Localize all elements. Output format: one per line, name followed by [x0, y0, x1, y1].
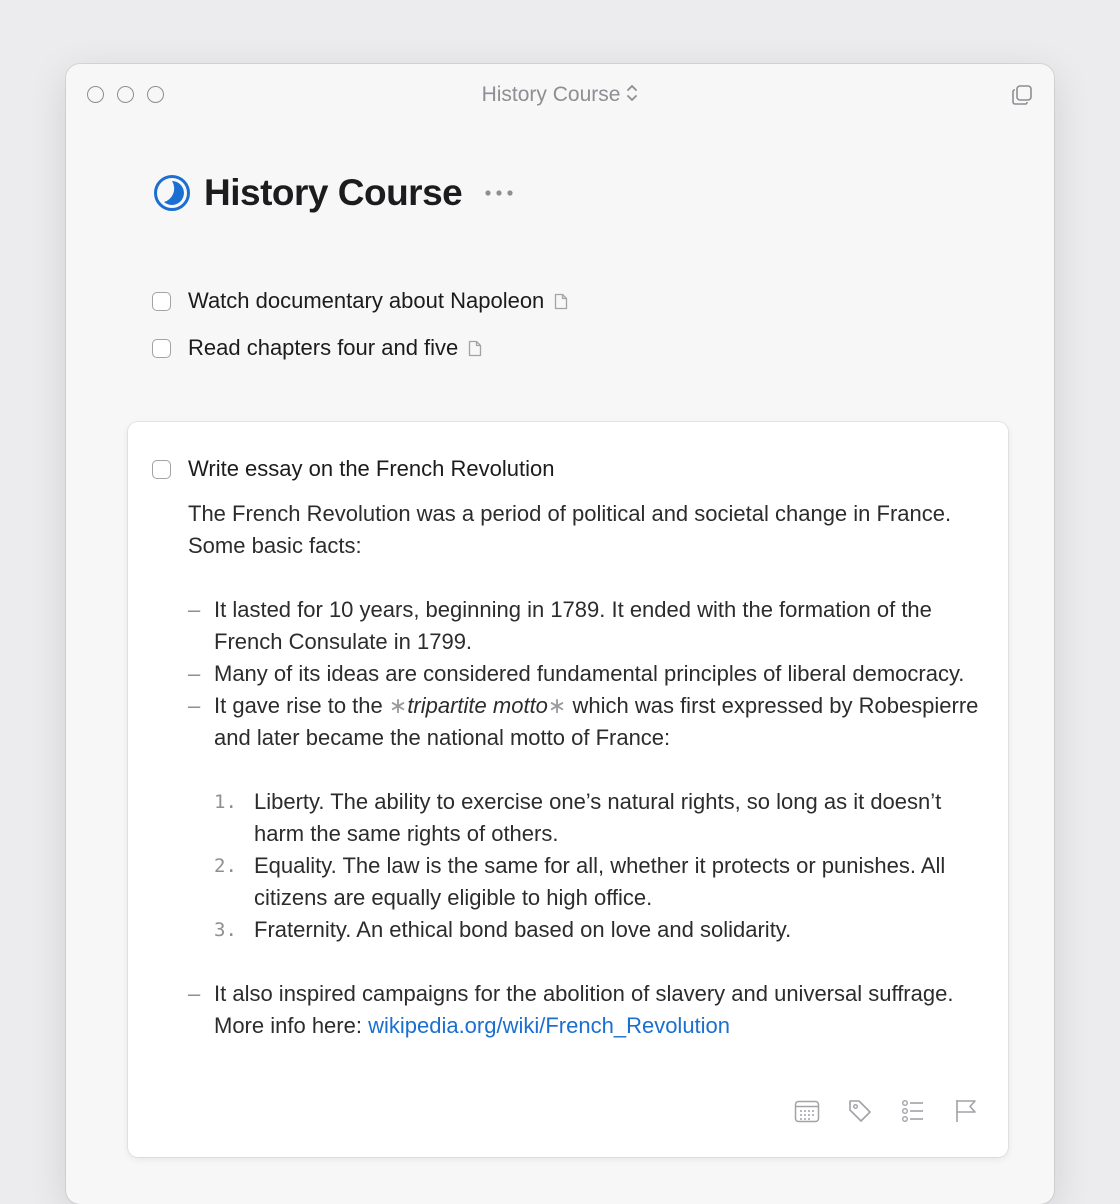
numbered-item [188, 850, 988, 914]
title-bar [66, 64, 1054, 128]
numbered-item [188, 914, 988, 946]
numbered-item [188, 786, 988, 850]
todo-item[interactable] [152, 288, 568, 314]
todo-title-field[interactable]: Write essay on the French Revolution [188, 456, 555, 481]
bullet-item [188, 658, 988, 690]
emphasis-marker: ∗ [388, 693, 408, 718]
note-icon [554, 293, 568, 310]
bullet-list [188, 978, 988, 1042]
app-window [66, 64, 1054, 1204]
notes-field[interactable] [188, 498, 988, 1042]
bullet-text: Many of its ideas are considered fundamental principles of liberal democracy. [214, 661, 965, 686]
dash-marker: – [188, 981, 201, 1006]
bullet-text: It lasted for 10 years, beginning in 1789. It ended with the formation of the French Consulate in 1799. [214, 597, 932, 654]
emphasis-text: tripartite motto [407, 693, 548, 718]
expanded-todo-card [128, 422, 1008, 1157]
project-header [153, 172, 514, 214]
tag-icon[interactable] [846, 1097, 874, 1125]
checklist-icon[interactable] [899, 1097, 927, 1125]
todo-checkbox[interactable] [152, 339, 171, 358]
numbered-text: Equality. The law is the same for all, whether it protects or punishes. All citizens are equally eligible to high office. [254, 853, 946, 910]
bullet-item [188, 594, 988, 658]
duplicate-window-icon[interactable] [1010, 83, 1034, 107]
project-progress-icon[interactable] [153, 174, 191, 212]
list-number: 3. [214, 919, 237, 941]
todo-label: Read chapters four and five [188, 335, 459, 360]
dash-marker: – [188, 661, 201, 686]
bullet-text: It also inspired campaigns for the abolition of slavery and universal suffrage. More info here: [214, 981, 954, 1038]
dash-marker: – [188, 693, 201, 718]
emphasis-marker: ∗ [547, 693, 567, 718]
chevron-up-down-icon [626, 83, 638, 103]
todo-checkbox[interactable] [152, 292, 171, 311]
notes-intro: The French Revolution was a period of political and societal change in France. Some basic facts: [188, 501, 952, 558]
todo-item[interactable] [152, 335, 482, 361]
bullet-text: which was first expressed by Robespierre and later became the national motto of France: [214, 693, 979, 750]
more-options-icon[interactable] [484, 188, 514, 198]
list-number: 1. [214, 791, 237, 813]
todo-label: Watch documentary about Napoleon [188, 288, 545, 313]
todo-checkbox[interactable] [152, 460, 171, 479]
bullet-list [188, 594, 988, 754]
todo-actions-bar [793, 1097, 980, 1125]
window-title: History Course [481, 83, 621, 106]
dash-marker: – [188, 597, 201, 622]
wikipedia-link[interactable]: wikipedia.org/wiki/French_Revolution [368, 1013, 731, 1038]
numbered-text: Fraternity. An ethical bond based on love and solidarity. [254, 917, 792, 942]
todo-item-open[interactable] [152, 456, 554, 482]
flag-icon[interactable] [952, 1097, 980, 1125]
list-number: 2. [214, 855, 237, 877]
bullet-text: It gave rise to the [214, 693, 389, 718]
calendar-icon[interactable] [793, 1097, 821, 1125]
window-title-switcher[interactable] [66, 83, 1054, 107]
bullet-item [188, 978, 988, 1042]
numbered-text: Liberty. The ability to exercise one’s natural rights, so long as it doesn’t harm the same rights of others. [254, 789, 942, 846]
project-title[interactable]: History Course [204, 172, 463, 213]
numbered-list [188, 786, 988, 946]
bullet-item [188, 690, 988, 754]
note-icon [468, 340, 482, 357]
